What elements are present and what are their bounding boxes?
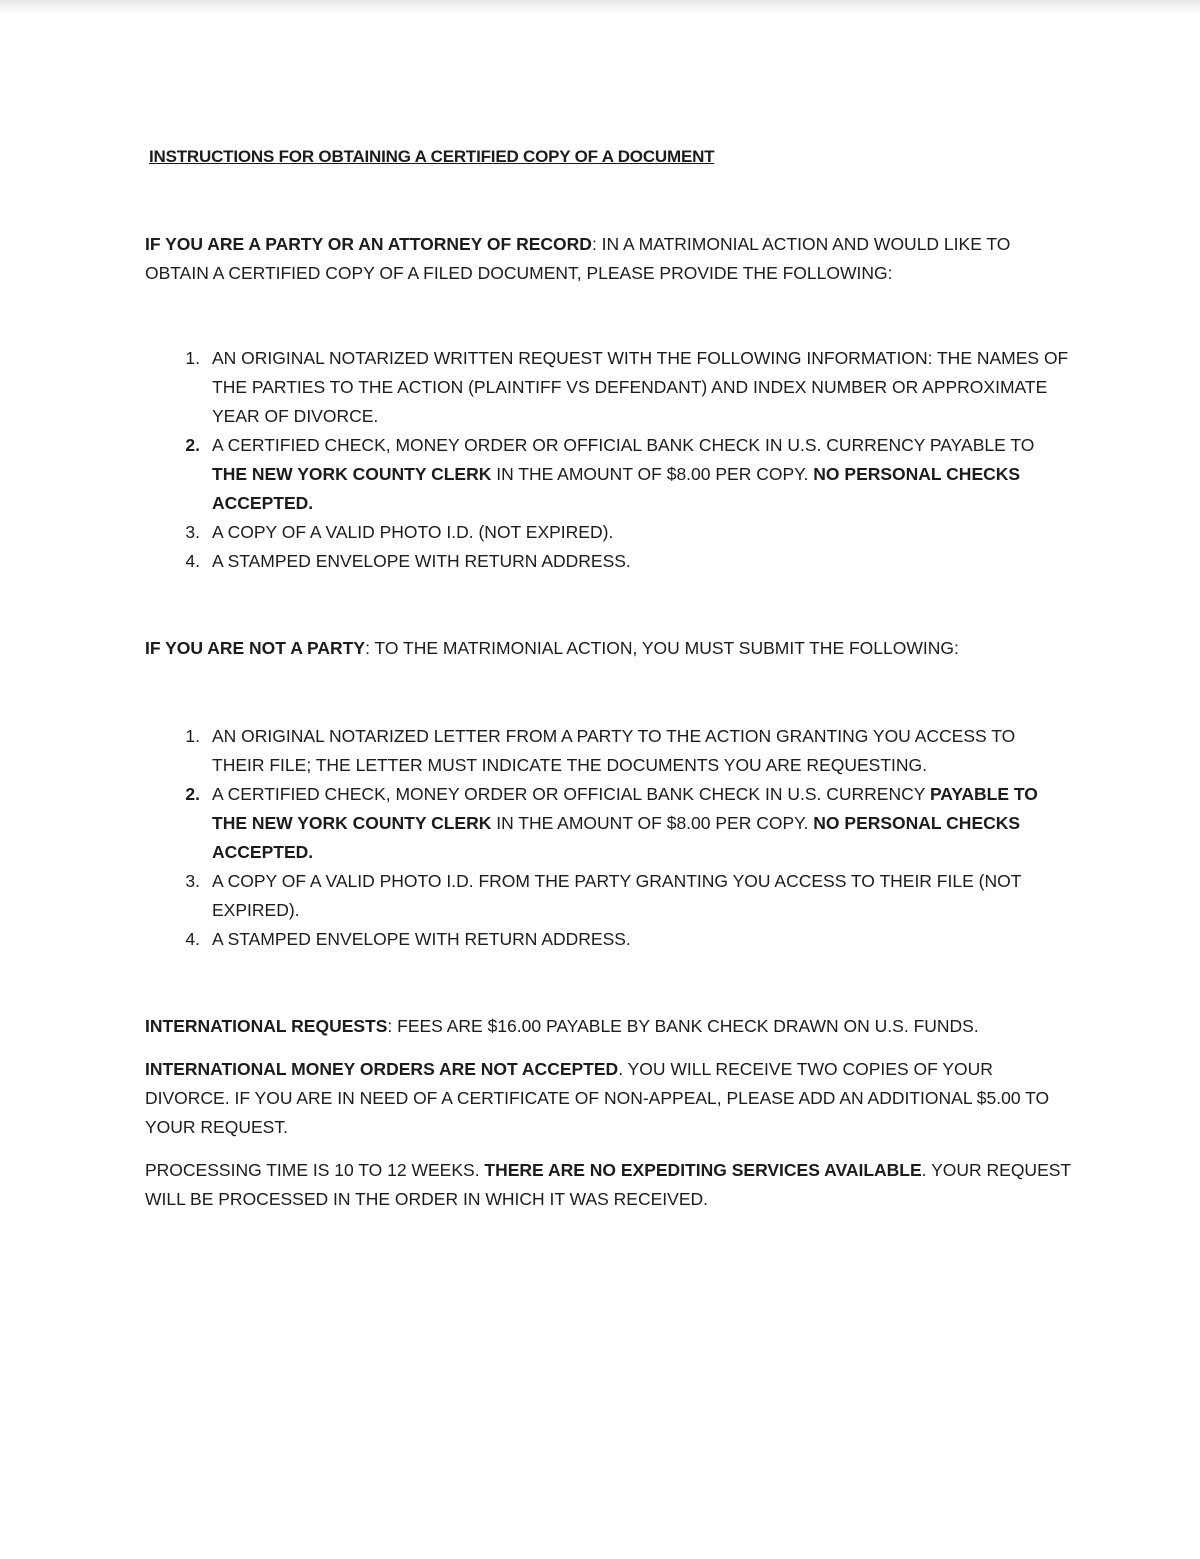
processing-time-paragraph [145, 1156, 1075, 1214]
list-item-text: IN THE AMOUNT OF $8.00 PER COPY. [491, 464, 814, 484]
list-item-text: A STAMPED ENVELOPE WITH RETURN ADDRESS. [212, 551, 631, 571]
party-intro-text: : IN A MATRIMONIAL ACTION AND WOULD LIKE TO OBTAIN A CERTIFIED COPY OF A FILED DOCUMENT, PLEASE PROVIDE THE FOLLOWING: [145, 234, 1011, 283]
international-requests-text: : FEES ARE $16.00 PAYABLE BY BANK CHECK DRAWN ON U.S. FUNDS. [387, 1016, 979, 1036]
page-title: INSTRUCTIONS FOR OBTAINING A CERTIFIED COPY OF A DOCUMENT [149, 147, 715, 166]
list-item-text: AN ORIGINAL NOTARIZED WRITTEN REQUEST WITH THE FOLLOWING INFORMATION: THE NAMES OF THE PARTIES TO THE ACTION (PLAINTIFF VS DEFENDANT) AND INDEX NUMBER OR APPROXIMATE YEAR OF DIVORCE. [212, 348, 1069, 426]
list-item [185, 867, 1072, 925]
list-item-number: 3. [185, 871, 200, 891]
list-item-number: 1. [185, 726, 200, 746]
list-item-text: A COPY OF A VALID PHOTO I.D. FROM THE PARTY GRANTING YOU ACCESS TO THEIR FILE (NOT EXPIRED). [212, 871, 1022, 920]
list-item-number: 4. [185, 929, 200, 949]
money-orders-lead: INTERNATIONAL MONEY ORDERS ARE NOT ACCEPTED [145, 1059, 619, 1079]
party-intro-lead: IF YOU ARE A PARTY OR AN ATTORNEY OF RECORD [145, 234, 592, 254]
list-item-emphasis: THE NEW YORK COUNTY CLERK [212, 464, 492, 484]
money-orders-text: . YOU WILL RECEIVE TWO COPIES OF YOUR DIVORCE. IF YOU ARE IN NEED OF A CERTIFICATE OF NON-APPEAL, PLEASE ADD AN ADDITIONAL $5.00 TO YOUR REQUEST. [145, 1059, 1050, 1137]
processing-time-text: PROCESSING TIME IS 10 TO 12 WEEKS. [145, 1160, 485, 1180]
not-party-intro-paragraph [145, 634, 1075, 663]
not-party-requirements-list [185, 722, 1072, 954]
scan-edge-shadow [0, 0, 1200, 14]
list-item [185, 344, 1072, 431]
list-item-number: 3. [185, 522, 200, 542]
list-item-number: 1. [185, 348, 200, 368]
list-item-number: 2. [185, 435, 200, 455]
list-item-text: A CERTIFIED CHECK, MONEY ORDER OR OFFICIAL BANK CHECK IN U.S. CURRENCY PAYABLE TO [212, 435, 1035, 455]
list-item-number: 4. [185, 551, 200, 571]
list-item-text: A COPY OF A VALID PHOTO I.D. (NOT EXPIRED). [212, 522, 614, 542]
list-item-text: A CERTIFIED CHECK, MONEY ORDER OR OFFICIAL BANK CHECK IN U.S. CURRENCY [212, 784, 930, 804]
list-item [185, 518, 1072, 547]
international-requests-paragraph [145, 1012, 1075, 1041]
list-item-text: AN ORIGINAL NOTARIZED LETTER FROM A PARTY TO THE ACTION GRANTING YOU ACCESS TO THEIR FILE; THE LETTER MUST INDICATE THE DOCUMENTS YOU ARE REQUESTING. [212, 726, 1016, 775]
list-item-emphasis: NO PERSONAL CHECKS ACCEPTED. [212, 813, 1021, 862]
list-item-number: 2. [185, 784, 200, 804]
list-item-emphasis: NO PERSONAL CHECKS ACCEPTED. [212, 464, 1021, 513]
list-item-emphasis: PAYABLE TO THE NEW YORK COUNTY CLERK [212, 784, 1038, 833]
international-requests-lead: INTERNATIONAL REQUESTS [145, 1016, 388, 1036]
processing-time-text: . YOUR REQUEST WILL BE PROCESSED IN THE ORDER IN WHICH IT WAS RECEIVED. [145, 1160, 1071, 1209]
list-item [185, 547, 1072, 576]
list-item [185, 780, 1072, 867]
not-party-intro-text: : TO THE MATRIMONIAL ACTION, YOU MUST SUBMIT THE FOLLOWING: [365, 638, 959, 658]
list-item [185, 925, 1072, 954]
money-orders-paragraph [145, 1055, 1075, 1142]
party-requirements-list [185, 344, 1072, 576]
list-item-text: IN THE AMOUNT OF $8.00 PER COPY. [491, 813, 814, 833]
list-item [185, 722, 1072, 780]
processing-time-emphasis: THERE ARE NO EXPEDITING SERVICES AVAILABLE [484, 1160, 922, 1180]
party-intro-paragraph [145, 230, 1075, 288]
list-item-text: A STAMPED ENVELOPE WITH RETURN ADDRESS. [212, 929, 631, 949]
not-party-intro-lead: IF YOU ARE NOT A PARTY [145, 638, 366, 658]
list-item [185, 431, 1072, 518]
